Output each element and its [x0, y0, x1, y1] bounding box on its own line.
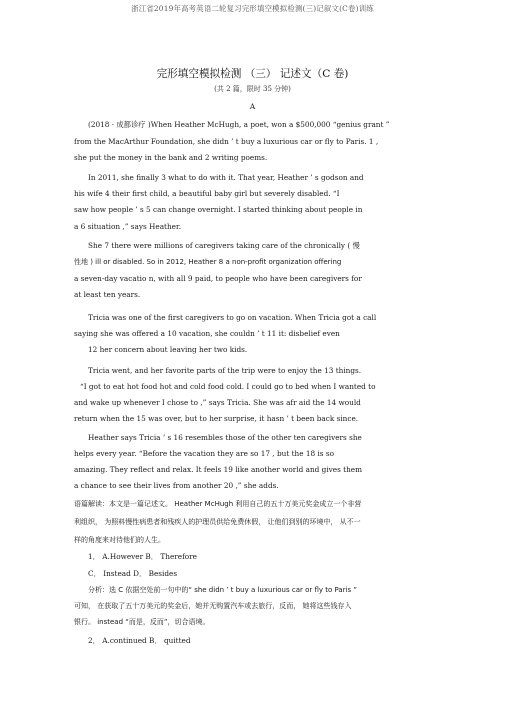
passage-line: at least ten years. — [74, 290, 141, 299]
passage-line: 性地 ) ill or disabled. So in 2012, Heather 8 a non-profit organization offering — [74, 258, 342, 266]
passage-line: she put the money in the bank and 2 writing poems. — [74, 153, 268, 162]
page-title: 完形填空模拟检测 （三） 记述文（C 卷) — [156, 68, 349, 80]
passage-line: a seven-day vacatio n, with all 9 paid, to people who have been caregivers for — [74, 274, 362, 283]
question-options-row: C． Instead D． Besides — [88, 569, 178, 578]
passage-line: from the MacArthur Foundation, she didn ’ t buy a luxurious car or fly to Paris. 1 , — [74, 137, 379, 146]
running-header: 浙江省2019年高考英语二轮复习完形填空模拟检测(三)记叙文(C卷)训练 — [131, 4, 374, 13]
passage-line: She 7 there were millions of caregivers taking care of the chronically ( 慢 — [88, 241, 360, 250]
analysis-line: 语篇解读：本文是一篇记述文。 Heather McHugh 利用自己的五十万美元奖金成立一个非营 — [74, 500, 362, 508]
passage-line: a chance to see their lives from another 20 ,” she adds. — [74, 481, 279, 490]
passage-line: 12 her concern about leaving her two kids. — [88, 345, 248, 354]
question-options-row: 2． A.continued B． quitted — [88, 636, 191, 645]
analysis-line: 分析：选 C 依据空处前一句中的“ she didn ’ t buy a luxurious car or fly to Paris ” — [88, 586, 358, 594]
question-options-row: 1． A.However B． Therefore — [88, 552, 197, 561]
passage-line: helps every year. “Before the vacation they are so 17 , but the 18 is so — [74, 449, 334, 458]
analysis-line: 可知， 在获取了五十万美元的奖金后，她并无购置汽车或去旅行，反而， 她将这些钱存入 — [74, 602, 352, 610]
passage-line: and wake up whenever I chose to ,” says Tricia. She was afr aid the 14 would — [74, 398, 361, 407]
passage-line: (2018 · 成都诊疗 )When Heather McHugh, a poet, won a $500,000 “genius grant ” — [88, 120, 390, 129]
passage-line: saying she was offered a 10 vacation, she couldn ’ t 11 it: disbelief even — [74, 329, 340, 338]
passage-line: a 6 situation ,” says Heather. — [74, 222, 182, 231]
passage-line: his wife 4 their first child, a beautiful baby girl but severely disabled. “I — [74, 189, 340, 198]
analysis-line: 样的角度来对待他们的人生。 — [74, 536, 165, 544]
analysis-line: 银行。 instead “而是，反而”，切合语境。 — [74, 618, 210, 626]
passage-line: amazing. They reflect and relax. It feels 19 like another world and gives them — [74, 465, 363, 474]
page-subtitle: (共 2 篇，限时 35 分钟) — [214, 85, 291, 93]
passage-line: return when the 15 was over, but to her surprise, it hasn ’ t been back since. — [74, 414, 359, 423]
passage-line: Heather says Tricia ’ s 16 resembles those of the other ten caregivers she — [88, 433, 362, 442]
passage-line: Tricia was one of the first caregivers to go on vacation. When Tricia got a call — [88, 313, 377, 322]
passage-line: Tricia went, and her favorite parts of the trip were to enjoy the 13 things. — [88, 366, 362, 375]
passage-line: saw how people ’ s 5 can change overnight. I started thinking about people in — [74, 205, 363, 214]
passage-line: “I got to eat hot food hot and cold food cold. I could go to bed when I wanted to — [80, 382, 376, 391]
analysis-line: 利组织， 为照料慢性病患者和残疾人的护理员供给免费休假， 让他们到别的环境中， 从不一 — [74, 518, 361, 526]
section-label: A — [249, 102, 256, 111]
passage-line: In 2011, she finally 3 what to do with it. That year, Heather ’ s godson and — [88, 173, 364, 182]
